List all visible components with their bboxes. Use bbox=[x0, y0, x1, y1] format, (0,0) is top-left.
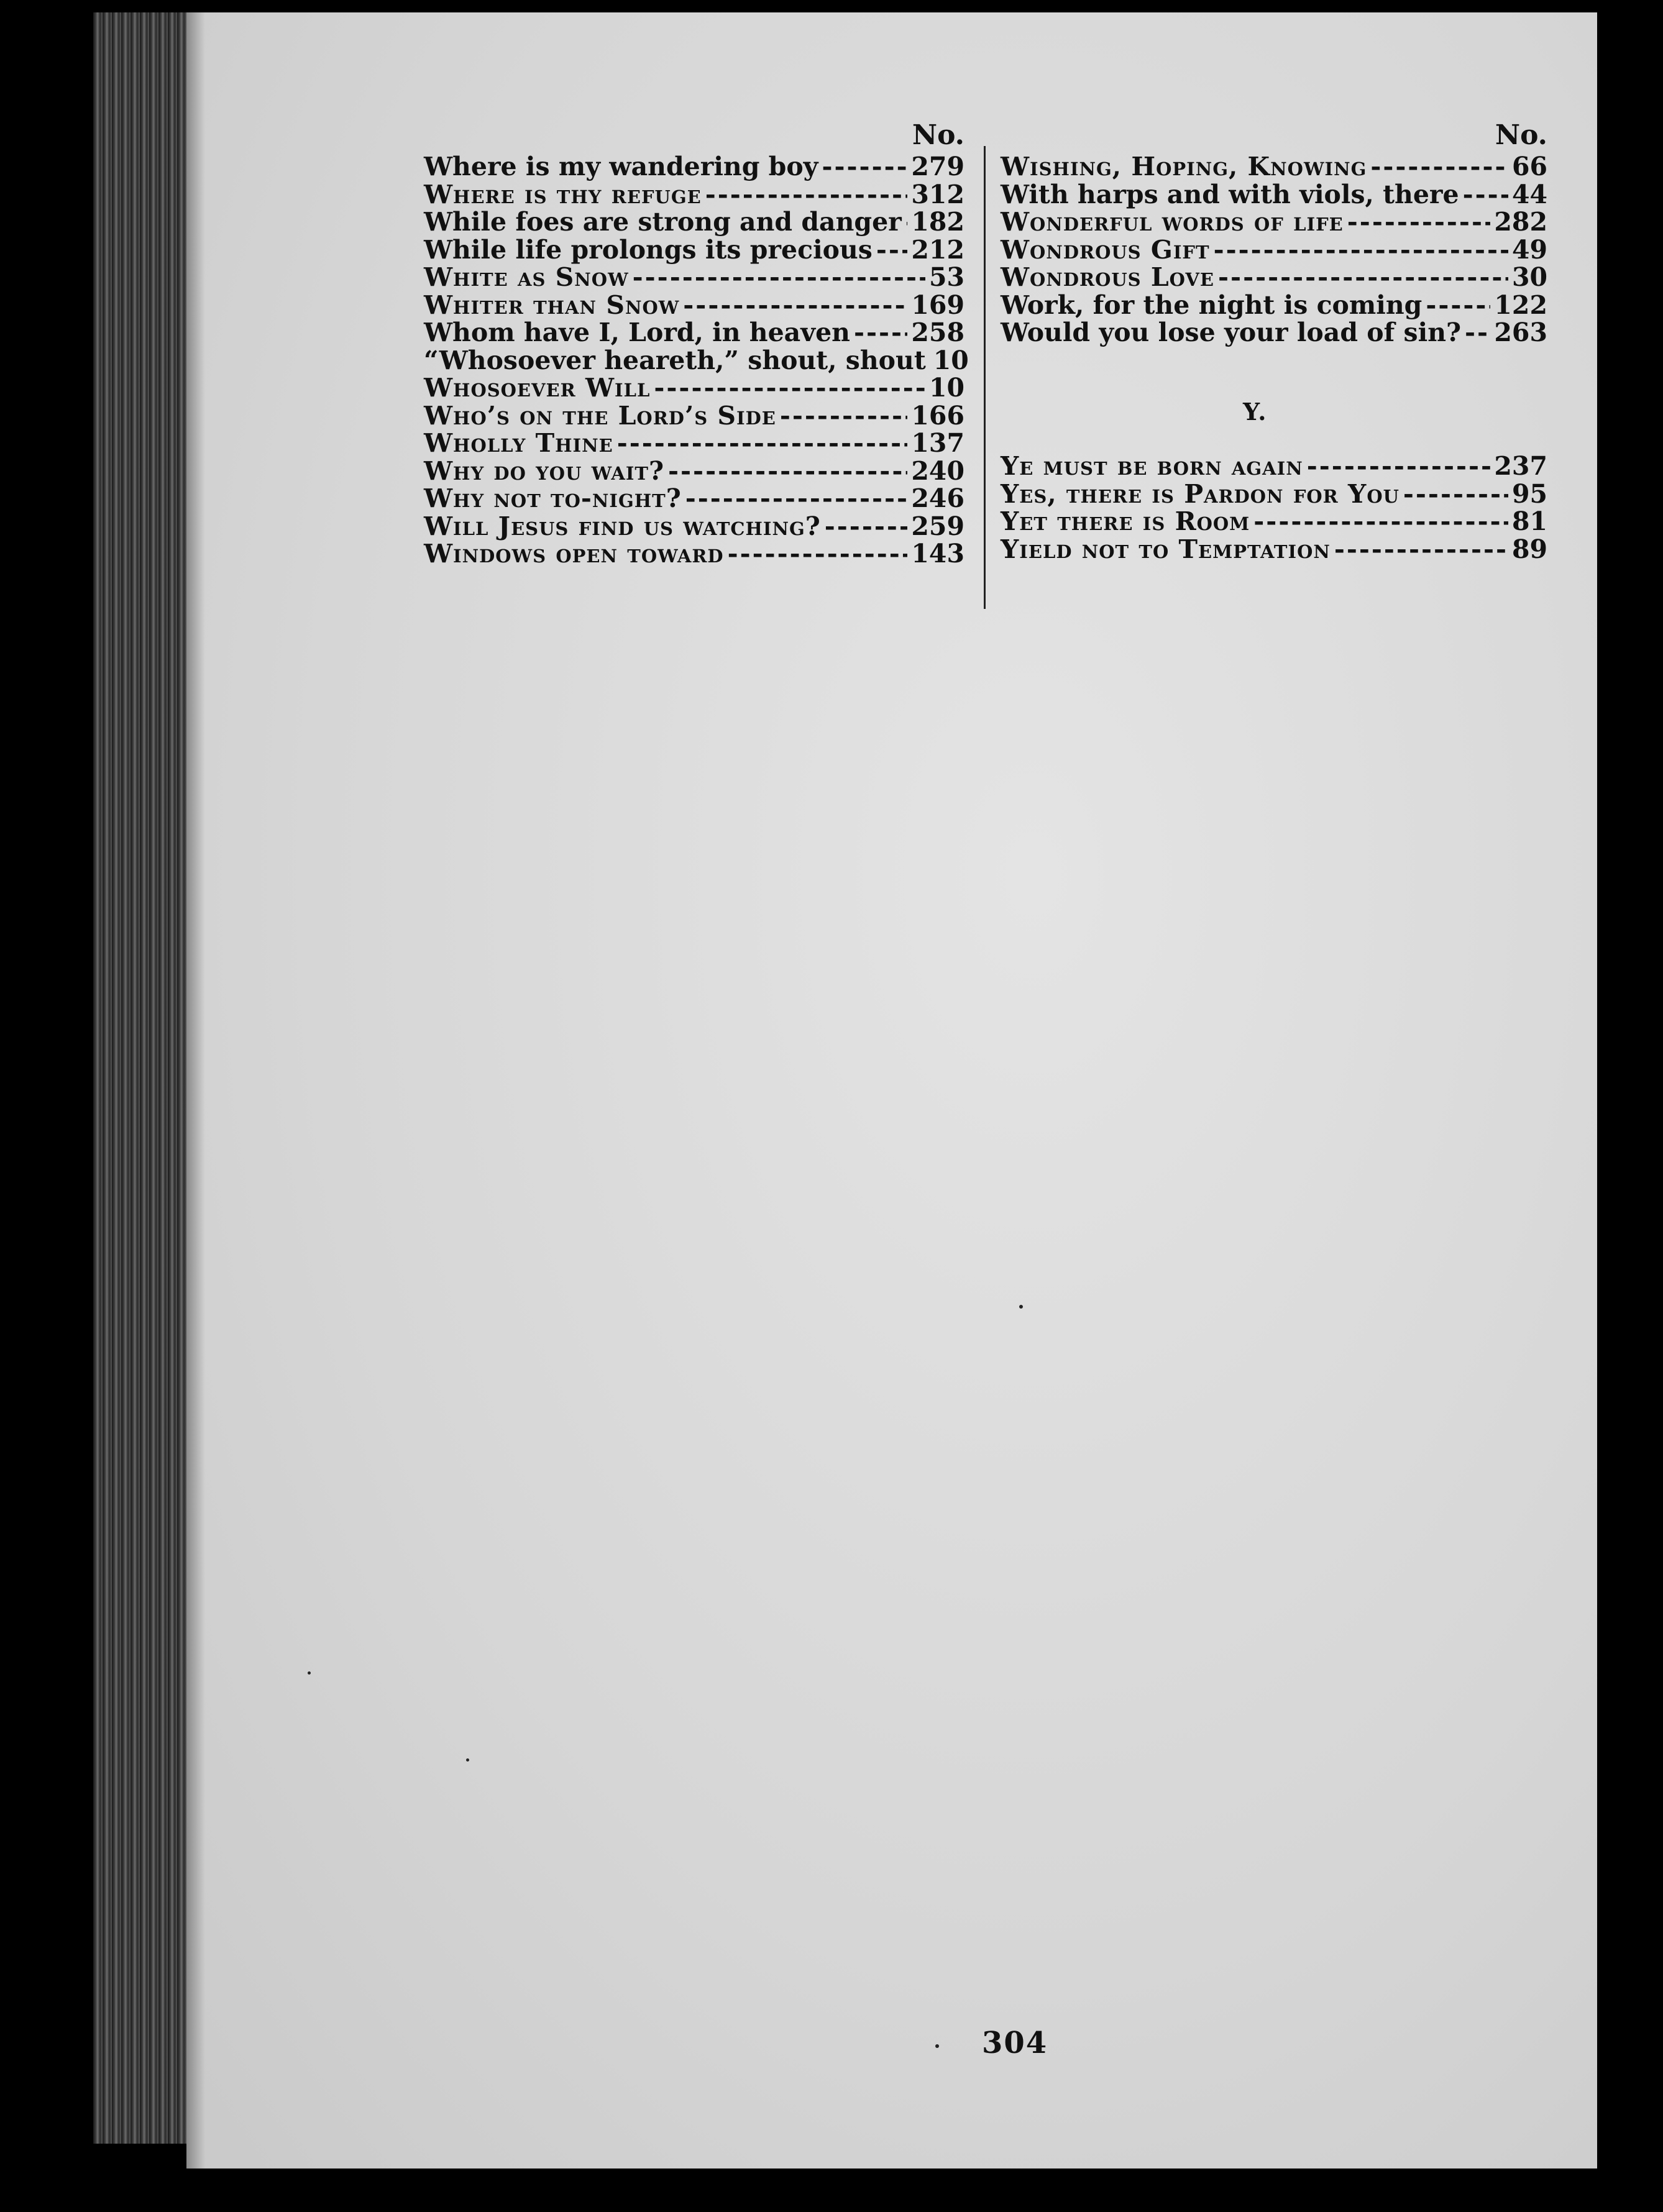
entry-title: While foes are strong and danger bbox=[424, 207, 902, 237]
index-entry bbox=[424, 457, 964, 485]
index-entry bbox=[424, 429, 964, 457]
entry-number: 66 bbox=[1511, 152, 1547, 181]
entry-title: Who’s on the Lord’s Side bbox=[424, 400, 776, 431]
dot-leader bbox=[1214, 236, 1508, 264]
entry-number: 53 bbox=[928, 262, 964, 292]
index-entry bbox=[1001, 319, 1547, 347]
entry-title: Wondrous Gift bbox=[1001, 234, 1210, 265]
index-entry bbox=[424, 402, 964, 430]
entry-number: 49 bbox=[1511, 234, 1547, 265]
dot-leader bbox=[685, 485, 908, 513]
dot-leader bbox=[1253, 508, 1508, 536]
index-entry bbox=[424, 153, 964, 181]
entry-number: 282 bbox=[1494, 207, 1547, 237]
entry-number: 89 bbox=[1511, 534, 1547, 564]
page-number: 304 bbox=[982, 2026, 1048, 2060]
entry-title: Wondrous Love bbox=[1001, 262, 1215, 292]
dot-leader bbox=[1347, 208, 1491, 236]
entry-title: Would you lose your load of sin? bbox=[1001, 318, 1462, 347]
dot-leader bbox=[854, 319, 907, 347]
entry-number: 44 bbox=[1511, 179, 1547, 209]
index-entry-list bbox=[1001, 452, 1547, 563]
index-entry bbox=[424, 374, 964, 402]
entry-title: “Whosoever heareth,” shout, shout bbox=[424, 345, 926, 375]
entry-title: Wonderful words of life bbox=[1001, 207, 1344, 237]
entry-number: 166 bbox=[911, 400, 964, 431]
index-entry-list bbox=[1001, 153, 1547, 347]
dot-leader bbox=[705, 181, 908, 209]
dot-leader bbox=[1218, 263, 1508, 291]
entry-title: Yes, there is Pardon for You bbox=[1001, 478, 1400, 509]
dot-leader bbox=[617, 429, 908, 457]
dot-leader bbox=[1370, 153, 1508, 181]
scan-speck bbox=[308, 1671, 311, 1675]
index-entry bbox=[1001, 153, 1547, 181]
scan-speck bbox=[935, 2044, 939, 2048]
index-column-left bbox=[424, 118, 969, 569]
index-entry bbox=[424, 319, 964, 347]
entry-title: Whosoever Will bbox=[424, 373, 651, 403]
entry-title: Why not to-night? bbox=[424, 483, 682, 513]
dot-leader bbox=[654, 374, 925, 402]
entry-number: 95 bbox=[1511, 478, 1547, 509]
scan-speck bbox=[1019, 1305, 1023, 1309]
scan-speck bbox=[466, 1758, 469, 1762]
section-heading-y: Y. bbox=[1243, 398, 1268, 426]
entry-number: 10 bbox=[933, 345, 969, 375]
entry-title: Windows open toward bbox=[424, 539, 724, 569]
dot-leader bbox=[822, 153, 908, 181]
dot-leader bbox=[1465, 319, 1490, 347]
entry-number: 279 bbox=[911, 152, 964, 181]
entry-number: 258 bbox=[911, 318, 964, 347]
book-page-edges bbox=[93, 12, 193, 2144]
index-entry bbox=[424, 540, 964, 568]
entry-number: 122 bbox=[1494, 290, 1547, 320]
entry-title: Work, for the night is coming bbox=[1001, 290, 1422, 320]
index-entry-list bbox=[424, 152, 969, 569]
dot-leader bbox=[633, 263, 925, 291]
entry-title: Why do you wait? bbox=[424, 455, 665, 486]
dot-leader bbox=[825, 513, 908, 541]
index-entry bbox=[1001, 452, 1547, 480]
entry-number: 246 bbox=[911, 483, 964, 513]
column-header-number: No. bbox=[1495, 119, 1547, 151]
dot-leader bbox=[1403, 480, 1508, 508]
entry-title: White as Snow bbox=[424, 262, 629, 292]
entry-number: 237 bbox=[1494, 451, 1547, 481]
entry-number: 212 bbox=[911, 234, 964, 265]
index-entry bbox=[1001, 181, 1547, 209]
entry-number: 10 bbox=[928, 373, 964, 403]
entry-title: Where is thy refuge bbox=[424, 179, 702, 209]
entry-title: Wholly Thine bbox=[424, 428, 613, 458]
entry-title: While life prolongs its precious bbox=[424, 234, 873, 265]
entry-number: 263 bbox=[1494, 318, 1547, 347]
dot-leader bbox=[876, 236, 908, 264]
column-divider bbox=[984, 146, 986, 609]
dot-leader bbox=[668, 457, 907, 485]
entry-title: Yet there is Room bbox=[1001, 506, 1250, 536]
dot-leader bbox=[1334, 536, 1508, 564]
index-section-y bbox=[1001, 452, 1547, 563]
entry-number: 137 bbox=[911, 428, 964, 458]
entry-title: Ye must be born again bbox=[1001, 451, 1303, 481]
entry-number: 169 bbox=[911, 290, 964, 320]
entry-number: 312 bbox=[911, 179, 964, 209]
dot-leader bbox=[728, 540, 908, 568]
entry-title: Whiter than Snow bbox=[424, 290, 680, 320]
entry-number: 30 bbox=[1511, 262, 1547, 292]
dot-leader bbox=[780, 402, 908, 430]
entry-number: 81 bbox=[1511, 506, 1547, 536]
index-entry bbox=[424, 513, 964, 541]
dot-leader bbox=[1426, 291, 1490, 319]
entry-number: 143 bbox=[911, 539, 964, 569]
index-entry bbox=[424, 236, 964, 264]
index-entry bbox=[1001, 236, 1547, 264]
entry-number: 259 bbox=[911, 511, 964, 541]
index-entry bbox=[1001, 536, 1547, 564]
dot-leader bbox=[683, 291, 907, 319]
index-entry bbox=[424, 345, 969, 375]
index-entry bbox=[1001, 263, 1547, 291]
entry-title: Where is my wandering boy bbox=[424, 152, 818, 181]
index-entry bbox=[424, 291, 964, 319]
entry-title: Yield not to Temptation bbox=[1001, 534, 1331, 564]
index-entry bbox=[1001, 480, 1547, 508]
index-entry bbox=[424, 181, 964, 209]
page-gutter-shadow bbox=[186, 12, 205, 2169]
entry-title: With harps and with viols, there bbox=[1001, 179, 1459, 209]
index-entry bbox=[1001, 508, 1547, 536]
entry-title: Wishing, Hoping, Knowing bbox=[1001, 152, 1367, 181]
entry-number: 182 bbox=[911, 207, 964, 237]
entry-title: Will Jesus find us watching? bbox=[424, 511, 821, 541]
index-entry bbox=[1001, 291, 1547, 319]
index-entry bbox=[1001, 208, 1547, 236]
dot-leader bbox=[1463, 181, 1508, 209]
index-entry bbox=[424, 263, 964, 291]
column-header-number: No. bbox=[912, 119, 964, 151]
dot-leader bbox=[1307, 452, 1491, 480]
index-entry bbox=[424, 485, 964, 513]
entry-title: Whom have I, Lord, in heaven bbox=[424, 318, 850, 347]
dot-leader bbox=[905, 208, 908, 236]
entry-number: 240 bbox=[911, 455, 964, 486]
index-column-right bbox=[1001, 118, 1547, 347]
index-entry bbox=[424, 208, 964, 236]
